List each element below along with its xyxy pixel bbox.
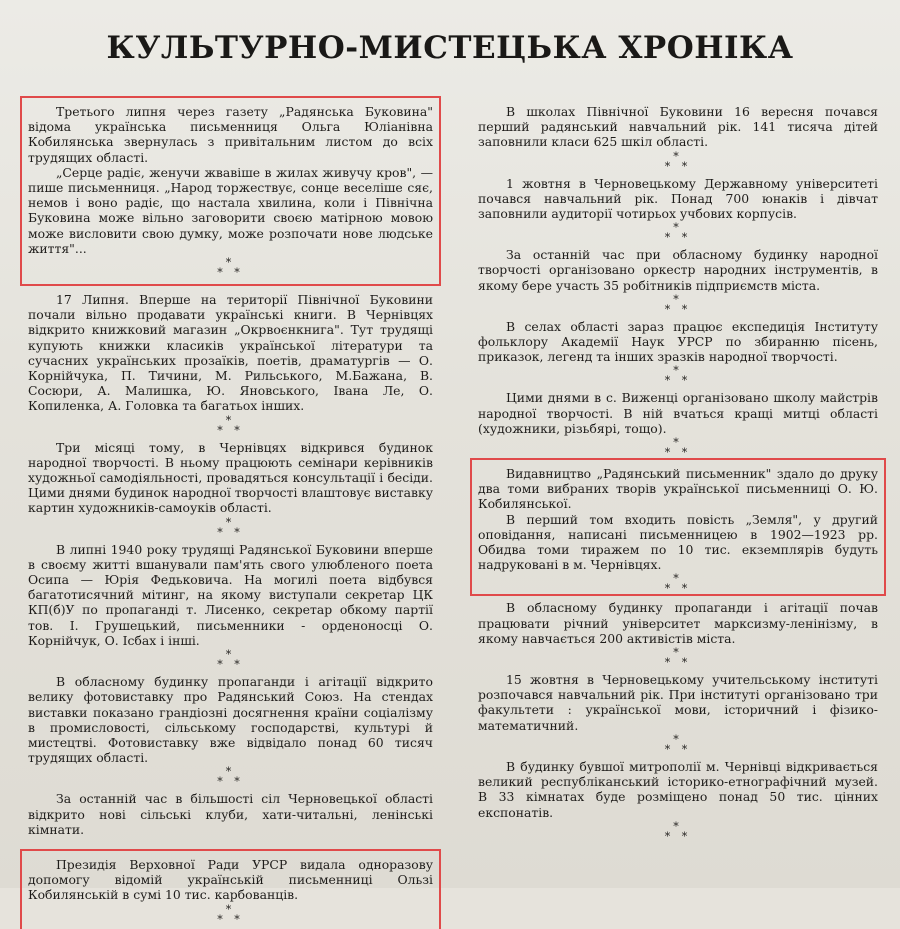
paragraph: Третього липня через газету „Радянська Буковина" відома українська письменниця Ольга Юліанівна Кобилянська звернулась з привітальним листом до всіх трудящих області. <box>28 104 433 165</box>
news-item-school-year <box>478 104 878 150</box>
paragraph: За останній час в більшості сіл Черновецької області відкрито нові сільські клуби, хати-читальні, ленінські кімнати. <box>28 791 433 837</box>
news-item-village-clubs <box>28 791 433 837</box>
separator-stars: * * * <box>664 646 692 670</box>
news-item-craft-school <box>478 390 878 436</box>
news-item-museum <box>478 759 878 820</box>
separator-stars: * * * <box>217 765 244 789</box>
paragraph: За останній час при обласному будинку народної творчості організовано оркестр народних інструментів, в якому бере участь 35 робітників підприємств міста. <box>478 247 878 293</box>
news-item-folk-orchestra <box>478 247 878 293</box>
separator-stars: * * * <box>217 648 244 672</box>
news-item-photo-exhibition <box>28 674 433 765</box>
paragraph: Цими днями в с. Виженці організовано школу майстрів народної творчості. В ній вчаться кращі митці області (художники, різьбярі, тощо). <box>478 390 878 436</box>
paragraph: 15 жовтня в Черновецькому учительському інституті розпочався навчальний рік. При інституті організовано три факультети : української мови, історичний і фізико-математичний. <box>478 672 878 733</box>
paragraph: Три місяці тому, в Чернівцях відкрився будинок народної творчості. В ньому працюють семінари керівників художньої самодіяльності, провадяться консультації і бесіди. Цими днями будинок народної творчості влаштовує виставку картин художників-самоуків області. <box>28 439 433 516</box>
separator-stars: * * * <box>217 902 244 926</box>
separator-stars: * * * <box>664 732 692 756</box>
separator-stars: * * * <box>217 256 244 280</box>
paragraph: 17 Липня. Вперше на території Північної Буковини почали вільно продавати українські книги. В Чернівцях відкрито книжковий магазин „Окрвоєнкнига". Тут трудящі купують книжки класиків української літератури та сучасних українських прозаїків, поетів, драматургів — О. Корнійчука, П. Тичини, М. Рильського, М.Бажана, В. Сосюри, А. Малишка, Ю. Яновського, Івана Ле, О. Копиленка, А. Головка та багатьох інших. <box>28 292 433 414</box>
paragraph: Президія Верховної Ради УРСР видала одноразову допомогу відомій українській письменниці Ользі Кобилянській в сумі 10 тис. карбованців. <box>28 856 433 903</box>
separator-stars: * * * <box>664 572 692 596</box>
separator-stars: * * * <box>664 149 692 173</box>
separator-stars: * * * <box>664 292 692 316</box>
paragraph: В будинку бувшої митрополії м. Чернівці відкривається великий республіканський історико-етнографічний музей. В 33 кімнатах буде розміщено понад 50 тис. цінних експонатів. <box>478 758 878 820</box>
paragraph: В липні 1940 року трудящі Радянської Буковини вперше в своєму житті вшанували пам'ять свого улюбленого поета Осипа — Юрія Федьковича. На могилі поета відбувся багатотисячний мітинг, на якому виступали секретар ЦК КП(б)У по пропаганді т. Лисенко, секретар обкому партії тов. І. Грушецький, письменники - орденоносці О. Корнійчук, О. Ісбах і інші. <box>28 541 433 648</box>
news-item-teachers-institute <box>478 672 878 733</box>
news-item-folk-art-house <box>28 440 433 516</box>
separator-stars: * * * <box>664 436 692 460</box>
paragraph: „Серце радіє, женучи жвавіше в жилах живучу кров", — пише письменниця. „Народ торжествує, сонце веселіше сяє, немов і воно радіє, що настала хвилина, коли і Північна Буковина може вільно заговорити своєю матірною мовою може висловити свою думку, може розпочати нове людське життя"... <box>28 164 433 256</box>
news-item-bookstore <box>28 292 433 414</box>
separator-stars: * * * <box>217 515 244 539</box>
separator-stars: * * * <box>664 819 692 843</box>
left-column <box>28 100 433 929</box>
separator-stars: * * * <box>217 413 244 437</box>
paragraph: В перший том входить повість „Земля", у другий оповідання, написані письменницею в 1902—1923 рр. Обидва томи тиражем по 10 тис. екземплярів будуть надруковані в м. Чернівцях. <box>478 511 878 573</box>
news-item-fedkovych <box>28 542 433 648</box>
news-item-kobylianska-volumes <box>478 466 878 596</box>
paragraph: В обласному будинку пропаганди і агітації відкрито велику фотовиставку про Радянський Союз. На стендах виставки показано грандіозні досягнення країни соціалізму в промисловості, сільському господарстві, культурі й мистецтві. Фотовиставку вже відвідало понад 60 тисяч трудящих області. <box>28 674 433 766</box>
paragraph: В школах Північної Буковини 16 вересня почався перший радянський навчальний рік. 141 тисяча дітей заповнили класи 625 шкіл області. <box>478 104 878 150</box>
news-item-kobylianska-letter <box>28 104 433 278</box>
news-item-marxism-university <box>478 600 878 646</box>
paragraph: 1 жовтня в Черновецькому Державному університеті почався навчальний рік. Понад 700 юнаків і дівчат заповнили аудиторії чотирьох учбових корпусів. <box>478 175 878 222</box>
right-column <box>478 100 878 846</box>
separator-stars: * * * <box>664 364 692 388</box>
paragraph: В обласному будинку пропаганди і агітації почав працювати річний університет марксизму-ленінізму, в якому навчається 200 активістів міста. <box>478 600 878 646</box>
separator-stars: * * * <box>664 221 692 245</box>
news-item-kobylianska-grant <box>28 857 433 925</box>
paragraph: Видавництво „Радянський письменник" здало до друку два томи вибраних творів української письменниці О. Ю. Кобилянської. <box>478 466 878 512</box>
news-item-folklore-expedition <box>478 319 878 365</box>
page-title: КУЛЬТУРНО-МИСТЕЦЬКА ХРОНІКА <box>106 30 794 66</box>
news-item-university <box>478 176 878 222</box>
paragraph: В селах області зараз працює експедиція Інституту фольклору Академії Наук УРСР по збиранню пісень, приказок, легенд та інших зразків народної творчості. <box>478 318 878 365</box>
